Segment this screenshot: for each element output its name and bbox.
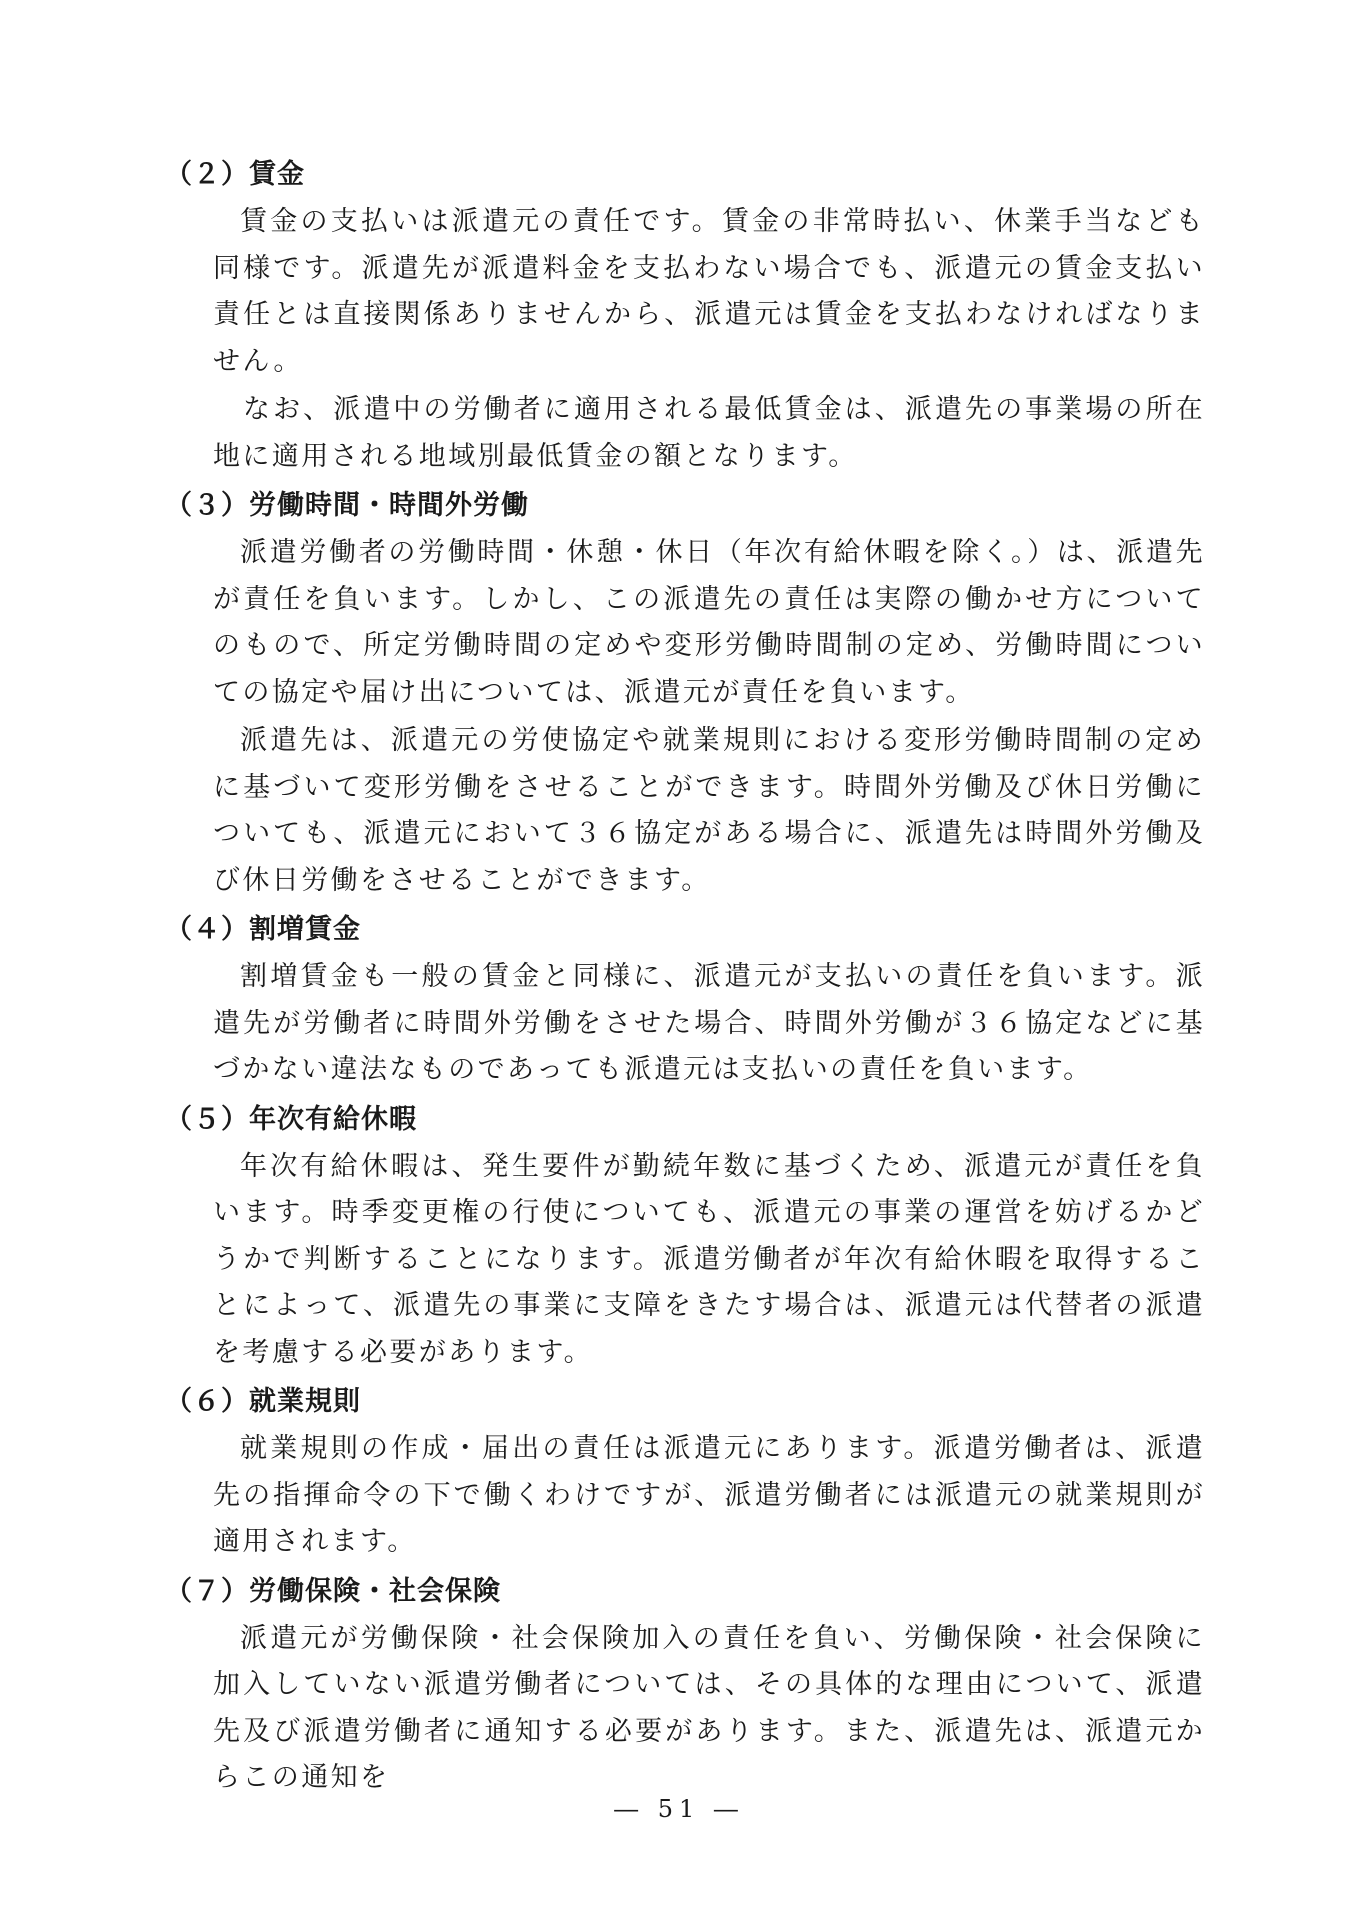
- paragraph: 派遣元が労働保険・社会保険加入の責任を負い、労働保険・社会保険に加入していない派遣労働者については、その具体的な理由について、派遣先及び派遣労働者に通知する必要があります。また、派遣先は、派遣元からこの通知を: [213, 1622, 1205, 1793]
- section-heading: （３）労働時間・時間外労働: [165, 490, 529, 521]
- section-paid-leave: [165, 1100, 1205, 1377]
- section-overtime-pay: [165, 910, 1205, 1094]
- section-heading: （６）就業規則: [165, 1386, 361, 1417]
- section-work-rules: [165, 1382, 1205, 1566]
- page-number: ― 51 ―: [614, 1795, 744, 1823]
- paragraph: なお、派遣中の労働者に適用される最低賃金は、派遣先の事業場の所在地に適用される地域別最低賃金の額となります。: [213, 394, 1205, 472]
- paragraph: 派遣先は、派遣元の労使協定や就業規則における変形労働時間制の定めに基づいて変形労働をさせることができます。時間外労働及び休日労働についても、派遣元において３６協定がある場合に、派遣先は時間外労働及び休日労働をさせることができます。: [213, 725, 1205, 896]
- section-insurance: [165, 1572, 1205, 1802]
- paragraph: 賃金の支払いは派遣元の責任です。賃金の非常時払い、休業手当なども同様です。派遣先が派遣料金を支払わない場合でも、派遣元の賃金支払い責任とは直接関係ありませんから、派遣元は賃金を支払わなければなりません。: [213, 206, 1205, 377]
- paragraph: 割増賃金も一般の賃金と同様に、派遣元が支払いの責任を負います。派遣先が労働者に時間外労働をさせた場合、時間外労働が３６協定などに基づかない違法なものであっても派遣元は支払いの責任を負います。: [213, 961, 1205, 1085]
- paragraph: 派遣労働者の労働時間・休憩・休日（年次有給休暇を除く。）は、派遣先が責任を負います。しかし、この派遣先の責任は実際の働かせ方についてのもので、所定労働時間の定めや変形労働時間制の定め、労働時間についての協定や届け出については、派遣元が責任を負います。: [213, 537, 1205, 708]
- document-body: [165, 155, 1205, 1808]
- paragraph: 年次有給休暇は、発生要件が勤続年数に基づくため、派遣元が責任を負います。時季変更権の行使についても、派遣元の事業の運営を妨げるかどうかで判断することになります。派遣労働者が年次有給休暇を取得することによって、派遣先の事業に支障をきたす場合は、派遣元は代替者の派遣を考慮する必要があります。: [213, 1150, 1205, 1368]
- section-working-hours: [165, 486, 1205, 904]
- section-heading: （２）賃金: [165, 159, 305, 190]
- section-heading: （７）労働保険・社会保険: [165, 1575, 501, 1607]
- section-heading: （５）年次有給休暇: [165, 1103, 417, 1135]
- paragraph: 就業規則の作成・届出の責任は派遣元にあります。派遣労働者は、派遣先の指揮命令の下で働くわけですが、派遣労働者には派遣元の就業規則が適用されます。: [213, 1433, 1205, 1557]
- section-heading: （４）割増賃金: [165, 914, 361, 945]
- section-wages: [165, 155, 1205, 480]
